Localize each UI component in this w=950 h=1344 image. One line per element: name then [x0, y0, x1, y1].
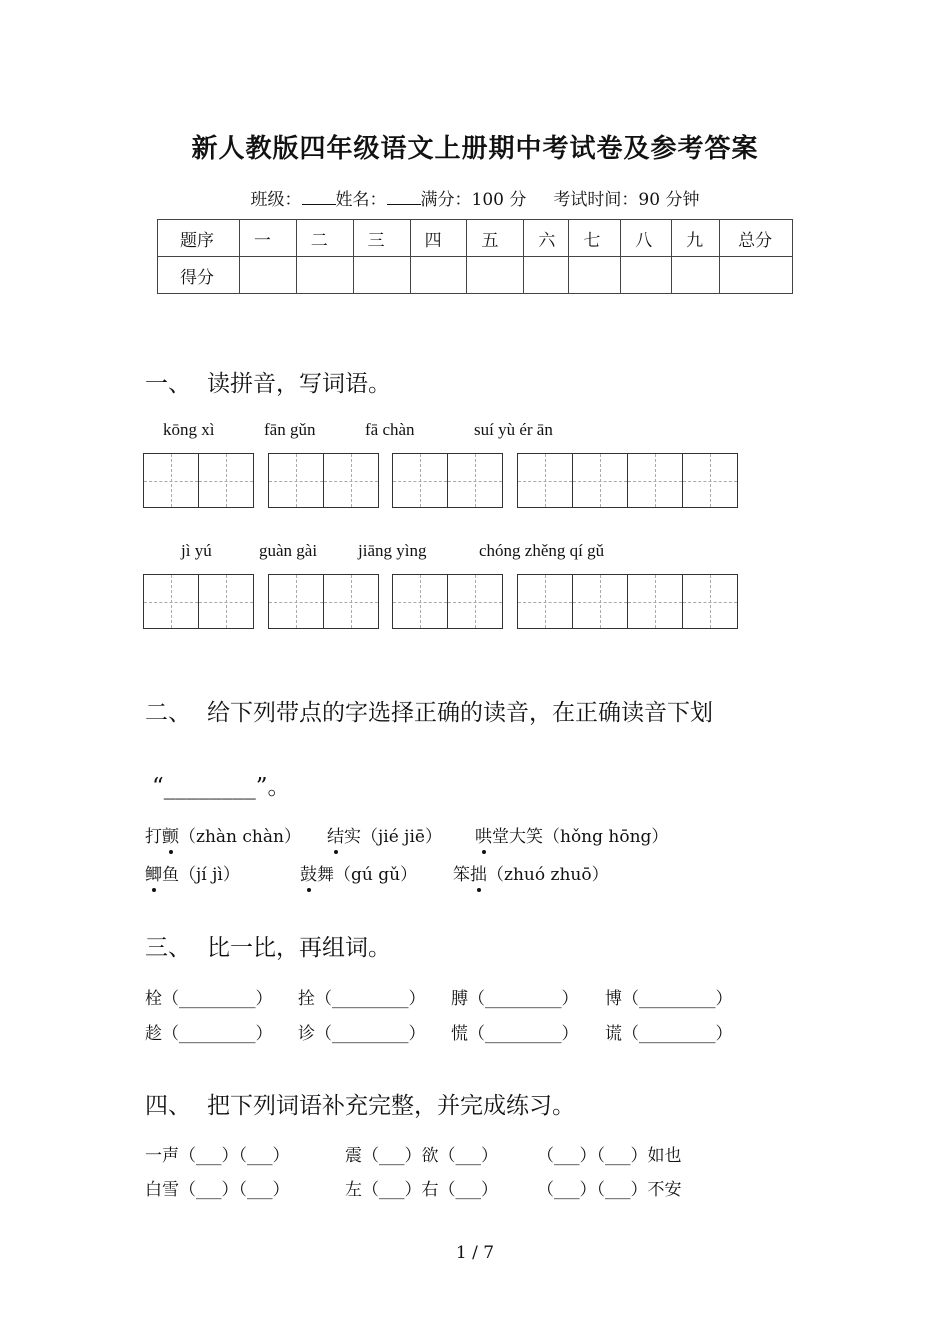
- pinyin-label: fā chàn: [365, 420, 415, 439]
- section1-title: 读拼音，写词语。: [207, 371, 391, 397]
- score-header-cell: 四: [410, 220, 467, 257]
- score-header-cell: 一: [239, 220, 296, 257]
- writing-grid[interactable]: [268, 574, 379, 629]
- score-header-cell: 二: [296, 220, 353, 257]
- writing-grid[interactable]: [517, 453, 738, 508]
- score-cell[interactable]: [672, 257, 720, 294]
- idiom-item[interactable]: （___）（___）如也: [537, 1146, 682, 1166]
- full-score: 满分：100 分: [420, 190, 527, 210]
- score-cell[interactable]: [524, 257, 569, 294]
- section2-title: 给下列带点的字选择正确的读音，在正确读音下划: [207, 700, 713, 726]
- class-blank: [302, 190, 336, 205]
- exam-info: [0, 185, 950, 210]
- reading-item: 打颤（zhàn chàn）: [145, 822, 301, 847]
- writing-grid[interactable]: [143, 453, 254, 508]
- idiom-item[interactable]: 白雪（___）（___）: [145, 1180, 290, 1200]
- writing-grid[interactable]: [392, 453, 503, 508]
- page-number: 1 / 7: [455, 1243, 495, 1263]
- writing-grid[interactable]: [143, 574, 254, 629]
- score-cell[interactable]: [410, 257, 467, 294]
- idiom-item[interactable]: 一声（___）（___）: [145, 1146, 290, 1166]
- dotted-char: 结: [327, 822, 344, 847]
- score-cell[interactable]: [239, 257, 296, 294]
- pinyin-label: guàn gài: [259, 541, 318, 560]
- pinyin-label: kōng xì: [163, 420, 215, 439]
- score-cell[interactable]: [621, 257, 672, 294]
- section2-heading: [145, 694, 713, 727]
- idiom-item[interactable]: （___）（___）不安: [537, 1180, 682, 1200]
- dotted-char: 拙: [470, 860, 487, 885]
- page-title: 新人教版四年级语文上册期中考试卷及参考答案: [191, 134, 759, 164]
- dotted-char: 鲫: [145, 860, 162, 885]
- pinyin-label: chóng zhěng qí gǔ: [479, 541, 605, 560]
- score-header-cell: 总分: [720, 220, 793, 257]
- name-label: 姓名：: [335, 190, 387, 210]
- section1-heading: [145, 365, 391, 398]
- word-item[interactable]: 谎（_________）: [605, 1024, 733, 1044]
- section3-title: 比一比，再组词。: [207, 935, 391, 961]
- section2-number: 二、: [145, 700, 191, 726]
- word-item[interactable]: 博（_________）: [605, 989, 733, 1009]
- section2-title-cont: “________”。: [152, 774, 291, 800]
- score-value-row: [158, 257, 793, 294]
- score-cell[interactable]: [467, 257, 524, 294]
- pinyin-label: fān gǔn: [264, 420, 316, 439]
- reading-item: 鲫鱼（jí jì）: [145, 860, 240, 885]
- writing-grid[interactable]: [268, 453, 379, 508]
- writing-grid[interactable]: [392, 574, 503, 629]
- dotted-char: 哄: [475, 822, 492, 847]
- pinyin-label: jiāng yìng: [358, 541, 427, 560]
- score-header-cell: 六: [524, 220, 569, 257]
- section4-number: 四、: [145, 1093, 191, 1119]
- exam-time: 考试时间：90 分钟: [553, 190, 700, 210]
- score-table: [157, 219, 793, 294]
- dotted-char: 颤: [162, 822, 179, 847]
- score-cell[interactable]: [569, 257, 621, 294]
- score-header-cell: 五: [467, 220, 524, 257]
- name-blank: [387, 190, 421, 205]
- word-item[interactable]: 诊（_________）: [298, 1024, 426, 1044]
- word-item[interactable]: 拴（_________）: [298, 989, 426, 1009]
- word-item[interactable]: 趁（_________）: [145, 1024, 273, 1044]
- section1-number: 一、: [145, 371, 191, 397]
- reading-item: 笨拙（zhuó zhuō）: [453, 860, 609, 885]
- reading-item: 结实（jié jiē）: [327, 822, 442, 847]
- reading-item: 鼓舞（gú gǔ）: [300, 860, 417, 885]
- score-header-cell: 八: [621, 220, 672, 257]
- score-header-row: [158, 220, 793, 257]
- class-label: 班级：: [250, 190, 302, 210]
- word-item[interactable]: 栓（_________）: [145, 989, 273, 1009]
- score-header-cell: 七: [569, 220, 621, 257]
- score-header-cell: 题序: [158, 220, 240, 257]
- pinyin-label: suí yù ér ān: [474, 420, 553, 439]
- word-item[interactable]: 膊（_________）: [451, 989, 579, 1009]
- score-cell[interactable]: [296, 257, 353, 294]
- dotted-char: 鼓: [300, 860, 317, 885]
- section3-number: 三、: [145, 935, 191, 961]
- pinyin-label: jì yú: [181, 541, 212, 560]
- score-cell[interactable]: [353, 257, 410, 294]
- score-row-label: 得分: [158, 257, 240, 294]
- writing-grid[interactable]: [517, 574, 738, 629]
- section4-heading: [145, 1087, 575, 1120]
- score-header-cell: 三: [353, 220, 410, 257]
- word-item[interactable]: 慌（_________）: [451, 1024, 579, 1044]
- score-cell[interactable]: [720, 257, 793, 294]
- score-header-cell: 九: [672, 220, 720, 257]
- section3-heading: [145, 929, 391, 962]
- idiom-item[interactable]: 震（___）欲（___）: [345, 1146, 498, 1166]
- reading-item: 哄堂大笑（hǒng hōng）: [475, 822, 668, 847]
- idiom-item[interactable]: 左（___）右（___）: [345, 1180, 498, 1200]
- section4-title: 把下列词语补充完整，并完成练习。: [207, 1093, 575, 1119]
